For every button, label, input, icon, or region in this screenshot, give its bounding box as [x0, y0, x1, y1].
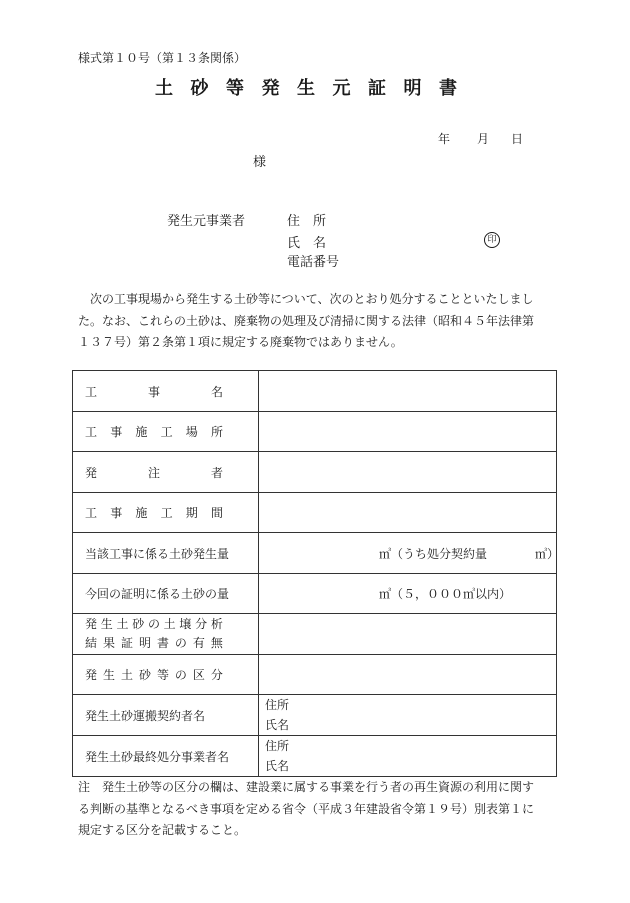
row-value-field[interactable] [259, 493, 557, 533]
row-label: 当該工事に係る土砂発生量 [73, 533, 259, 574]
row-label-line2: 結 果 証 明 書 の 有 無 [85, 636, 223, 650]
table-row [73, 695, 557, 736]
row-value-field[interactable] [259, 655, 557, 695]
address-label: 住所 [265, 739, 290, 753]
name-label: 氏名 [265, 759, 290, 773]
row-label [73, 412, 259, 452]
row-value-field[interactable] [259, 371, 557, 412]
row-value-field[interactable] [259, 614, 557, 655]
row-label: 発生土砂運搬契約者名 [73, 695, 259, 736]
row-value-field[interactable] [259, 452, 557, 493]
statement-paragraph: 次の工事現場から発生する土砂等について、次のとおり処分することといたしました。なお、これらの土砂は、廃棄物の処理及び清掃に関する法律（昭和４５年法律第１３７号）第２条第１項に規定する廃棄物ではありません。 [78, 292, 535, 349]
row-label [73, 614, 259, 655]
row-label [73, 655, 259, 695]
footnote: 注 発生土砂等の区分の欄は、建設業に属する事業を行う者の再生資源の利用に関する判断の基準となるべき事項を定める省令（平成３年建設省令第１９号）別表第１に規定する区分を記載すること。 [78, 780, 535, 837]
table-row [73, 493, 557, 533]
table-row [73, 736, 557, 777]
table-row [73, 533, 557, 574]
table-row [73, 655, 557, 695]
table-row [73, 614, 557, 655]
date-month-label: 月 [477, 132, 490, 146]
final-disposal-contractor-field[interactable] [259, 736, 557, 777]
row-label-text: 工 事 施 工 期 間 [85, 506, 223, 520]
issuer-label: 発生元事業者 [167, 214, 246, 229]
date-year-label: 年 [438, 132, 451, 146]
issuer-address-label: 住 所 [287, 214, 327, 229]
row-label-text: 発 注 者 [85, 465, 223, 480]
row-label: 発生土砂最終処分事業者名 [73, 736, 259, 777]
row-label-text: 工 事 施 工 場 所 [85, 425, 223, 439]
certified-volume-field[interactable]: ㎥（５，０００㎥以内） [259, 574, 557, 614]
page-title: 土砂等発生元証明書 [155, 78, 475, 99]
row-label-line1: 発 生 土 砂 の 土 壌 分 析 [85, 617, 223, 631]
date-day-label: 日 [511, 132, 524, 146]
table-row [73, 574, 557, 614]
soil-volume-field[interactable]: ㎥（うち処分契約量 ㎥） [259, 533, 557, 574]
issuer-name-label: 氏 名 [287, 236, 327, 251]
addressee-suffix: 様 [253, 155, 267, 170]
table-row [73, 371, 557, 412]
certificate-table [72, 370, 560, 777]
issuer-phone-label: 電話番号 [287, 255, 340, 270]
table-row [73, 412, 557, 452]
row-label [73, 493, 259, 533]
table-row [73, 452, 557, 493]
transport-contractor-field[interactable] [259, 695, 557, 736]
row-label [73, 371, 259, 412]
row-label-text: 工 事 名 [85, 384, 223, 399]
form-number: 様式第１０号（第１３条関係） [78, 51, 247, 65]
row-label [73, 452, 259, 493]
row-label: 今回の証明に係る土砂の量 [73, 574, 259, 614]
row-label-text: 発 生 土 砂 等 の 区 分 [85, 668, 223, 682]
seal-mark: 印 [484, 232, 500, 248]
name-label: 氏名 [265, 718, 290, 732]
address-label: 住所 [265, 698, 290, 712]
row-value-field[interactable] [259, 412, 557, 452]
